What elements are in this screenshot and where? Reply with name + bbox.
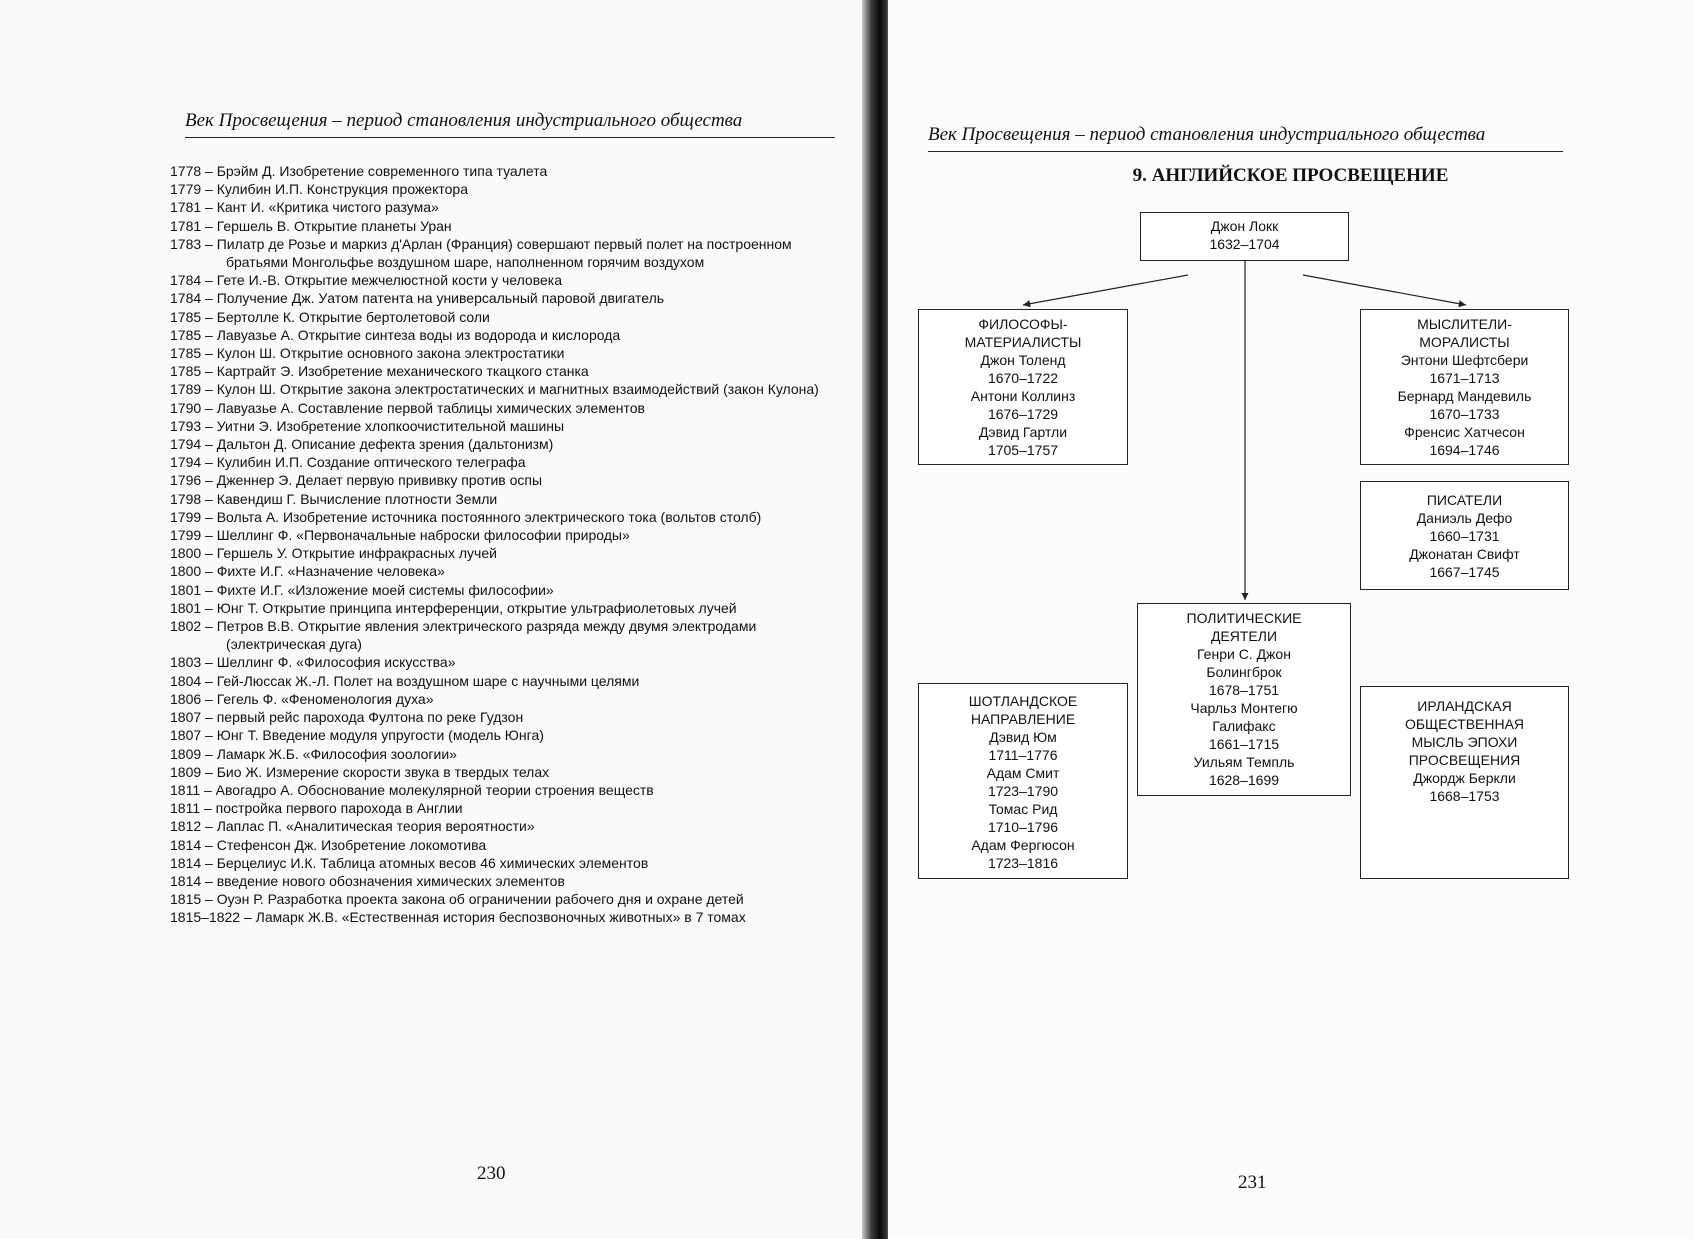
chronology-entry: 1806 – Гегель Ф. «Феноменология духа» xyxy=(170,690,434,707)
page-number-right: 231 xyxy=(1238,1172,1267,1193)
box-line: МАТЕРИАЛИСТЫ xyxy=(964,334,1082,350)
chronology-entry: 1799 – Вольта А. Изобретение источника постоянного электрического тока (вольтов столб) xyxy=(170,508,762,525)
box-line: Джон Толенд xyxy=(980,352,1066,368)
box-line: Дэвид Юм xyxy=(989,729,1057,745)
box-line: Адам Фергюсон xyxy=(971,837,1075,853)
chronology-entry: 1779 – Кулибин И.П. Конструкция прожектора xyxy=(170,181,468,198)
chronology-entry: 1794 – Дальтон Д. Описание дефекта зрения (дальтонизм) xyxy=(170,436,554,453)
box-line: ДЕЯТЕЛИ xyxy=(1210,628,1278,644)
chronology-entry: 1789 – Кулон Ш. Открытие закона электростатических и магнитных взаимодействий (закон Кулона) xyxy=(170,381,819,398)
box-line: ПОЛИТИЧЕСКИЕ xyxy=(1186,610,1302,626)
box-line: Галифакс xyxy=(1212,718,1276,734)
box-line: Джонатан Свифт xyxy=(1409,546,1520,562)
chronology-entry: 1811 – Авогадро А. Обоснование молекулярной теории строения веществ xyxy=(170,781,654,798)
box-line: 1711–1776 xyxy=(988,747,1058,763)
page-number-left: 230 xyxy=(477,1163,506,1184)
chronology-entry: 1812 – Лаплас П. «Аналитическая теория вероятности» xyxy=(170,818,535,835)
chronology-entry: 1814 – Стефенсон Дж. Изобретение локомотива xyxy=(170,836,487,853)
box-line: 1632–1704 xyxy=(1209,236,1280,252)
chronology-list xyxy=(170,162,845,927)
box-line: Уильям Темпль xyxy=(1193,754,1295,770)
chronology-entry: 1793 – Уитни Э. Изобретение хлопкоочистительной машины xyxy=(170,417,565,434)
box-materialists xyxy=(918,309,1128,465)
box-line: Энтони Шефтсбери xyxy=(1400,352,1529,368)
box-line: Джордж Беркли xyxy=(1413,770,1516,786)
chronology-entry: 1796 – Дженнер Э. Делает первую прививку против оспы xyxy=(170,472,543,489)
box-line: 1660–1731 xyxy=(1429,528,1500,544)
box-line: Френсис Хатчесон xyxy=(1404,424,1525,440)
box-line: Антони Коллинз xyxy=(970,388,1076,404)
box-line: ОБЩЕСТВЕННАЯ xyxy=(1404,716,1525,732)
box-politicians xyxy=(1137,603,1351,796)
running-head-right: Век Просвещения – период становления индустриального общества xyxy=(928,124,1563,152)
chronology-entry: 1785 – Картрайт Э. Изобретение механического ткацкого станка xyxy=(170,363,589,380)
chronology-entry: 1794 – Кулибин И.П. Создание оптического телеграфа xyxy=(170,454,526,471)
box-line: 1661–1715 xyxy=(1208,736,1280,752)
chronology-entry: 1807 – первый рейс парохода Фултона по реке Гудзон xyxy=(170,709,524,726)
box-moralists xyxy=(1360,309,1569,465)
chronology-entry: 1790 – Лавуазье А. Составление первой таблицы химических элементов xyxy=(170,399,645,416)
chronology-entry: 1807 – Юнг Т. Введение модуля упругости (модель Юнга) xyxy=(170,727,544,744)
chronology-entry: 1784 – Гете И.-В. Открытие межчелюстной кости у человека xyxy=(170,272,562,289)
box-line: ФИЛОСОФЫ- xyxy=(978,316,1068,332)
chronology-entry: 1814 – Берцелиус И.К. Таблица атомных весов 46 химических элементов xyxy=(170,854,649,871)
chronology-entry: 1803 – Шеллинг Ф. «Философия искусства» xyxy=(170,654,456,671)
box-line: ШОТЛАНДСКОЕ xyxy=(968,693,1078,709)
box-line: Чарльз Монтегю xyxy=(1190,700,1298,716)
chronology-entry: 1802 – Петров В.В. Открытие явления электрического разряда между двумя электродами (электрическая дуга) xyxy=(170,618,757,653)
box-line: 1705–1757 xyxy=(987,442,1059,458)
box-line: 1694–1746 xyxy=(1429,442,1500,458)
box-writers xyxy=(1360,481,1569,590)
box-line: Джон Локк xyxy=(1210,218,1279,234)
box-line: ИРЛАНДСКАЯ xyxy=(1417,698,1512,714)
box-line: Адам Смит xyxy=(986,765,1060,781)
box-line: 1723–1790 xyxy=(987,783,1059,799)
box-line: ПИСАТЕЛИ xyxy=(1426,492,1503,508)
box-line: ПРОСВЕЩЕНИЯ xyxy=(1408,752,1521,768)
section-title: 9. АНГЛИЙСКОЕ ПРОСВЕЩЕНИЕ xyxy=(1132,165,1449,186)
chronology-entry: 1798 – Кавендиш Г. Вычисление плотности Земли xyxy=(170,490,498,507)
box-line: 1667–1745 xyxy=(1429,564,1500,580)
box-john-locke xyxy=(1140,212,1349,261)
box-line: МЫСЛИТЕЛИ- xyxy=(1417,316,1512,332)
box-line: Томас Рид xyxy=(988,801,1058,817)
right-page xyxy=(888,0,1693,1239)
chronology-entry: 1785 – Бертолле К. Открытие бертолетовой соли xyxy=(170,308,490,325)
box-line: 1668–1753 xyxy=(1429,788,1500,804)
box-line: 1670–1733 xyxy=(1429,406,1500,422)
box-line: 1710–1796 xyxy=(987,819,1059,835)
box-line: Даниэль Дефо xyxy=(1416,510,1513,526)
chronology-entry: 1784 – Получение Дж. Уатом патента на универсальный паровой двигатель xyxy=(170,290,665,307)
box-line: Болингброк xyxy=(1206,664,1282,680)
chronology-entry: 1811 – постройка первого парохода в Англии xyxy=(170,800,463,817)
chronology-entry: 1799 – Шеллинг Ф. «Первоначальные наброски философии природы» xyxy=(170,527,630,544)
chronology-entry: 1801 – Юнг Т. Открытие принципа интерференции, открытие ультрафиолетовых лучей xyxy=(170,599,737,616)
box-line: НАПРАВЛЕНИЕ xyxy=(970,711,1076,727)
box-scottish-school xyxy=(918,683,1128,879)
chronology-entry: 1809 – Био Ж. Измерение скорости звука в твердых телах xyxy=(170,763,550,780)
chronology-entry: 1800 – Фихте И.Г. «Назначение человека» xyxy=(170,563,445,580)
chronology-entry: 1809 – Ламарк Ж.Б. «Философия зоологии» xyxy=(170,745,457,762)
box-line: 1723–1816 xyxy=(987,855,1059,871)
running-head-left: Век Просвещения – период становления индустриального общества xyxy=(185,110,835,138)
arrow-to-materialists xyxy=(1023,275,1188,305)
box-line: МЫСЛЬ ЭПОХИ xyxy=(1411,734,1518,750)
box-line: Бернард Мандевиль xyxy=(1397,388,1532,404)
chronology-entry: 1785 – Лавуазье А. Открытие синтеза воды из водорода и кислорода xyxy=(170,326,621,343)
box-line: Генри С. Джон xyxy=(1197,646,1291,662)
chronology-entry: 1785 – Кулон Ш. Открытие основного закона электростатики xyxy=(170,345,565,362)
chronology-entry: 1778 – Брэйм Д. Изобретение современного типа туалета xyxy=(170,163,548,179)
box-line: Дэвид Гартли xyxy=(978,424,1068,440)
chronology-entry: 1801 – Фихте И.Г. «Изложение моей системы философии» xyxy=(170,581,554,598)
chronology-entry: 1781 – Кант И. «Критика чистого разума» xyxy=(170,199,439,216)
chronology-entry: 1815–1822 – Ламарк Ж.В. «Естественная история беспозвоночных животных» в 7 томах xyxy=(170,909,746,926)
arrow-to-moralists xyxy=(1303,275,1466,305)
chronology-entry: 1814 – введение нового обозначения химических элементов xyxy=(170,872,565,889)
chronology-entry: 1781 – Гершель В. Открытие планеты Уран xyxy=(170,217,452,234)
chronology-entry: 1815 – Оуэн Р. Разработка проекта закона об ограничении рабочего дня и охране детей xyxy=(170,891,744,908)
chronology-entry: 1804 – Гей-Люссак Ж.-Л. Полет на воздушном шаре с научными целями xyxy=(170,672,640,689)
box-line: 1676–1729 xyxy=(987,406,1059,422)
box-line: МОРАЛИСТЫ xyxy=(1419,334,1510,350)
box-line: 1678–1751 xyxy=(1208,682,1280,698)
chronology-entry: 1800 – Гершель У. Открытие инфракрасных лучей xyxy=(170,545,497,562)
chronology-entry: 1783 – Пилатр де Розье и маркиз д'Арлан (Франция) совершают первый полет на построенном братьями Монгольфье воздушном шаре, наполненном горячим воздухом xyxy=(170,235,792,271)
box-irish-thought xyxy=(1360,686,1569,879)
box-line: 1670–1722 xyxy=(987,370,1059,386)
box-line: 1628–1699 xyxy=(1208,772,1280,788)
box-line: 1671–1713 xyxy=(1429,370,1500,386)
